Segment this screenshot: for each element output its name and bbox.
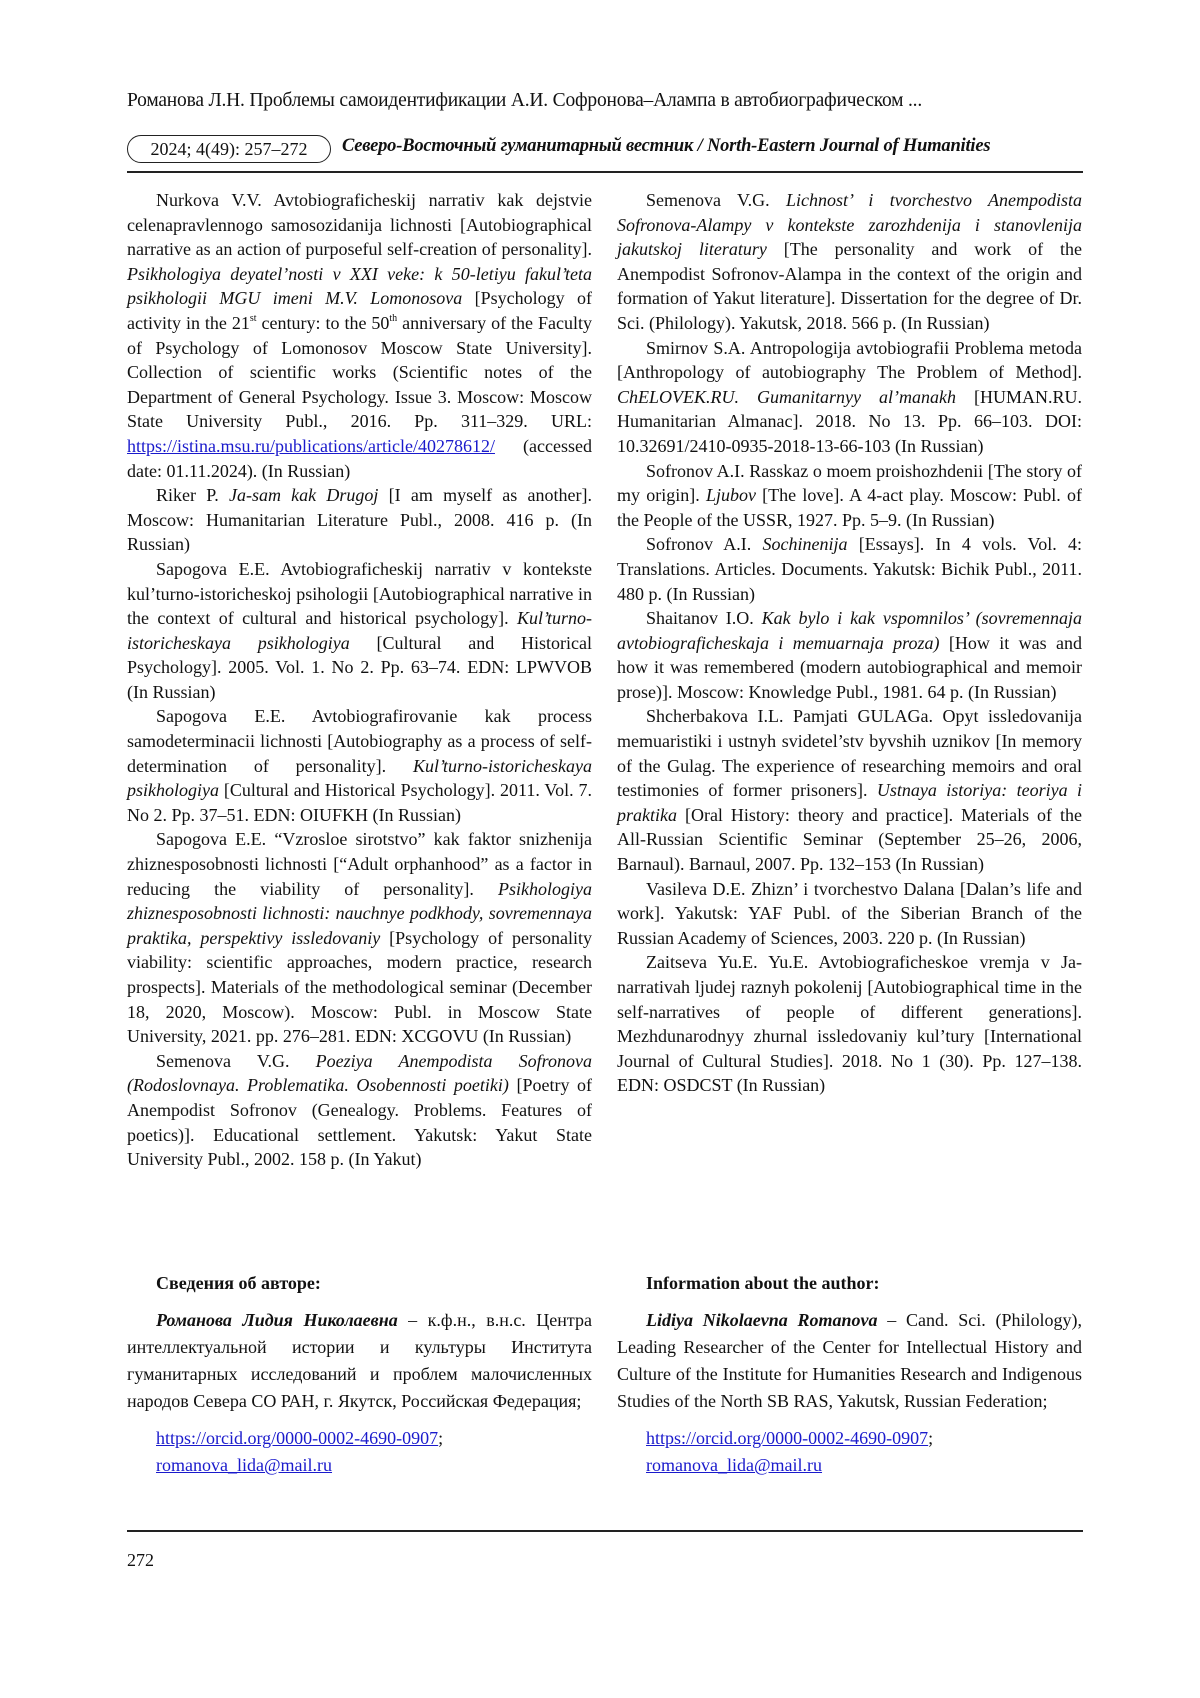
reference-source-title: Psikhologiya deyatel’nosti v XXI veke: k 50-letiyu fakul’teta psikhologii MGU imeni M.V. Lomonosova	[127, 263, 592, 309]
email-link-en[interactable]: romanova_lida@mail.ru	[646, 1455, 823, 1475]
reference-entry	[127, 1049, 592, 1172]
reference-source-title: Poeziya Anempodista Sofronova (Rodoslovnaya. Problematika. Osobennosti poetiki)	[127, 1050, 592, 1096]
reference-text: [I am myself as another]. Moscow: Humanitarian Literature Publ., 2008. 416 p. (In Russian)	[127, 485, 592, 555]
references-right-column	[617, 188, 1082, 1098]
author-info-ru: Сведения об авторе: Романова Лидия Николаевна – к.ф.н., в.н.с. Центра интеллектуальной истории и культуры Института гуманитарных исследований и проблем малочисленных народов Севера СО РАН, г. Якутск, Российская Федерация; https://orcid.org/0000-0002-4690-0907; romanova_lida@mail.ru	[127, 1270, 592, 1479]
reference-text: [Essays]. In 4 vols. Vol. 4: Translations. Articles. Documents. Yakutsk: Bichik Publ., 2011. 480 p. (In Russian)	[617, 534, 1083, 604]
reference-source-title: Psikhologiya zhiznesposobnosti lichnosti: nauchnye podkhody, sovremennaya praktika, perspektivy issledovaniy	[127, 878, 592, 948]
author-heading-en: Information about the author:	[646, 1273, 880, 1293]
reference-entry	[617, 336, 1082, 459]
running-title: Романова Л.Н. Проблемы самоидентификации А.И. Софронова–Алампа в автобиографическом ...	[127, 90, 923, 111]
reference-text: Shaitanov I.O.	[646, 608, 762, 629]
reference-url-link[interactable]: https://istina.msu.ru/publications/article/40278612/	[127, 435, 495, 456]
reference-entry	[617, 459, 1082, 533]
reference-text: Zaitseva Yu.E. Yu.E. Avtobiograficheskoe vremja v Ja-narrativah ljudej raznyh pokolenij [Autobiographical time in the self-narratives of people of different generations]. Mezhdunarodnyy zhurnal issledovaniy kul’tury [International Journal of Cultural Studies]. 2018. No 1 (30). Pp. 127–138. EDN: OSDCST (In Russian)	[617, 952, 1082, 1096]
superscript: th	[389, 312, 398, 324]
author-bio-en: – Cand. Sci. (Philology), Leading Researcher of the Center for Intellectual History and Culture of the Institute for Humanities Research and Indigenous Studies of the North SB RAS, Yakutsk, Russian Federation;	[617, 1310, 1083, 1411]
footer-rule	[127, 1530, 1083, 1532]
reference-text: Sofronov A.I.	[646, 534, 763, 555]
author-bio-ru: – к.ф.н., в.н.с. Центра интеллектуальной истории и культуры Института гуманитарных исследований и проблем малочисленных народов Севера СО РАН, г. Якутск, Российская Федерация;	[127, 1310, 592, 1411]
reference-entry	[127, 827, 592, 1048]
reference-entry	[127, 557, 592, 705]
reference-entry	[127, 188, 592, 483]
orcid-link-en[interactable]: https://orcid.org/0000-0002-4690-0907	[646, 1428, 929, 1448]
reference-text: Nurkova V.V. Avtobiograficheskij narrativ kak dejstvie celenapravlennogo samosozidanija lichnosti [Autobiographical narrative as an action of purposeful self-creation of personality].	[127, 190, 592, 260]
reference-text: [The love]. A 4-act play. Moscow: Publ. of the People of the USSR, 1927. Pp. 5–9. (In Russian)	[617, 485, 1082, 530]
reference-text: [Psychology of personality viability: scientific approaches, modern practice, research prospects]. Materials of the methodological seminar (December 18, 2020, Moscow). Moscow: Publ. in Moscow State University, 2021. pp. 276–281. EDN: XCGOVU (In Russian)	[127, 927, 592, 1047]
reference-source-title: Kak bylo i kak vspomnilos’ (sovremennaja avtobiograficheskaja i memuarnaja proza)	[617, 608, 1082, 653]
author-name-ru: Романова Лидия Николаевна	[156, 1310, 398, 1330]
reference-entry	[617, 606, 1082, 704]
reference-entry	[617, 877, 1082, 951]
orcid-link-ru[interactable]: https://orcid.org/0000-0002-4690-0907	[156, 1428, 439, 1448]
reference-text: [HUMAN.RU. Humanitarian Almanac]. 2018. No 13. Pp. 66–103. DOI: 10.32691/2410-0935-2018-13-66-103 (In Russian)	[617, 386, 1083, 456]
reference-text: Sapogova E.E. Avtobiograficheskij narrativ v kontekste kul’turno-istoricheskoj psihologii [Autobiographical narrative in the context of cultural and historical psychology].	[127, 558, 592, 629]
header-rule	[127, 171, 1083, 173]
reference-text: Riker P.	[156, 485, 229, 506]
reference-entry	[617, 188, 1082, 336]
author-heading-ru: Сведения об авторе:	[156, 1273, 321, 1293]
superscript: st	[249, 312, 257, 324]
reference-text: [Cultural and Historical Psychology]. 2005. Vol. 1. No 2. Pp. 63–74. EDN: LPWVOB (In Russian)	[127, 632, 592, 702]
reference-text: [The personality and work of the Anempodist Sofronov-Alampa in the context of the origin and formation of Yakut literature]. Dissertation for the degree of Dr. Sci. (Philology). Yakutsk, 2018. 566 p. (In Russian)	[617, 239, 1082, 333]
reference-entry	[617, 704, 1082, 876]
reference-text: [Psychology of activity in the 21	[127, 288, 592, 333]
reference-entry	[127, 483, 592, 557]
reference-source-title: ChELOVEK.RU. Gumanitarnyy al’manakh	[617, 386, 956, 407]
reference-source-title: Kul’turno-istoricheskaya psikhologiya	[127, 755, 592, 801]
references-left-column	[127, 188, 592, 1172]
reference-text: [Poetry of Anempodist Sofronov (Genealogy. Problems. Features of poetics)]. Educational settlement. Yakutsk: Yakut State University Publ., 2002. 158 p. (In Yakut)	[127, 1075, 593, 1170]
reference-text: [Cultural and Historical Psychology]. 2011. Vol. 7. No 2. Pp. 37–51. EDN: OIUFKH (In Russian)	[127, 780, 592, 825]
reference-text: [Oral History: theory and practice]. Materials of the All-Russian Scientific Seminar (September 25–26, 2006, Barnaul). Barnaul, 2007. Pp. 132–153 (In Russian)	[617, 804, 1082, 875]
reference-text: Semenova V.G.	[156, 1050, 316, 1071]
reference-source-title: Ljubov	[705, 485, 756, 506]
reference-source-title: Ustnaya istoriya: teoriya i praktika	[617, 780, 1082, 825]
page-number: 272	[127, 1550, 154, 1570]
reference-text: [How it was and how it was remembered (modern autobiographical and memoir prose)]. Moscow: Knowledge Publ., 1981. 64 p. (In Russian)	[617, 632, 1082, 702]
author-info-en: Information about the author: Lidiya Nikolaevna Romanova – Cand. Sci. (Philology), Leading Researcher of the Center for Intellectual History and Culture of the Institute for Humanities Research and Indigenous Studies of the North SB RAS, Yakutsk, Russian Federation; https://orcid.org/0000-0002-4690-0907; romanova_lida@mail.ru	[617, 1270, 1082, 1479]
reference-source-title: Ja-sam kak Drugoj	[228, 485, 379, 506]
reference-entry	[617, 532, 1082, 606]
reference-entry	[617, 950, 1082, 1098]
reference-text: Sofronov A.I. Rasskaz o moem proishozhdenii [The story of my origin].	[617, 460, 1082, 506]
reference-source-title: Kul’turno-istoricheskaya psikhologiya	[127, 608, 592, 653]
journal-title: Северо-Восточный гуманитарный вестник / North-Eastern Journal of Humanities	[342, 136, 991, 156]
reference-source-title: Sochinenija	[762, 534, 848, 555]
reference-entry	[127, 704, 592, 827]
reference-text: Sapogova E.E. Avtobiografirovanie kak process samodeterminacii lichnosti [Autobiography as a process of self-determination of personality].	[127, 706, 592, 776]
reference-text: Sapogova E.E. “Vzrosloe sirotstvo” kak faktor snizhenija zhiznesposobnosti lichnosti [“Adult orphanhood” as a factor in reducing the viability of personality].	[127, 829, 592, 899]
reference-text: anniversary of the Faculty of Psychology of Lomonosov Moscow State University]. Collection of scientific works (Scientific notes of the Department of General Psychology. Issue 3. Moscow: Moscow State University Publ., 2016. Pp. 311–329. URL:	[127, 312, 592, 432]
author-name-en: Lidiya Nikolaevna Romanova	[646, 1310, 878, 1330]
reference-text: century: to the 50	[256, 312, 390, 333]
email-link-ru[interactable]: romanova_lida@mail.ru	[156, 1455, 333, 1475]
issue-badge: 2024; 4(49): 257–272	[127, 135, 331, 163]
reference-text: Shcherbakova I.L. Pamjati GULAGa. Opyt issledovanija memuaristiki i ustnyh svidetel’stv byvshih uznikov [In memory of the Gulag. The experience of researching memoirs and oral testimonies of former prisoners].	[617, 706, 1082, 801]
reference-text: Vasileva D.E. Zhizn’ i tvorchestvo Dalana [Dalan’s life and work]. Yakutsk: YAF Publ. of the Siberian Branch of the Russian Academy of Sciences, 2003. 220 p. (In Russian)	[617, 878, 1082, 948]
reference-text: Smirnov S.A. Antropologija avtobiografii Problema metoda [Anthropology of autobiography The Problem of Method].	[617, 337, 1082, 383]
reference-text: (accessed date: 01.11.2024). (In Russian)	[127, 435, 592, 481]
reference-source-title: Lichnost’ i tvorchestvo Anempodista Sofronova-Alampy v kontekste zarozhdenija i stanovlenija jakutskoj literatury	[617, 190, 1082, 260]
reference-text: Semenova V.G.	[646, 190, 787, 210]
